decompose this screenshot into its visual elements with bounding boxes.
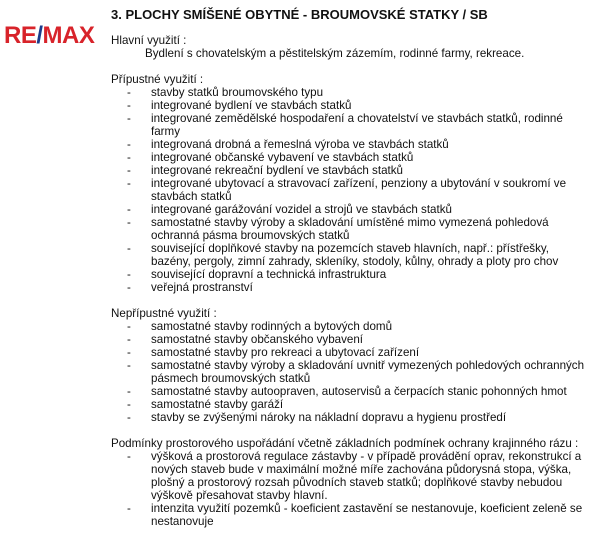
prohibited-use-list — [111, 320, 589, 424]
list-item-text: související dopravní a technická infrastruktura — [151, 268, 387, 281]
list-item — [111, 216, 589, 242]
list-item-text: samostatné stavby občanského vybavení — [151, 333, 364, 346]
bullet-dash: - — [127, 333, 131, 346]
main-use-text: Bydlení s chovatelským a pěstitelským zázemím, rodinné farmy, rekreace. — [145, 47, 525, 60]
prohibited-use-label: Nepřípustné využití : — [111, 307, 217, 320]
bullet-dash: - — [127, 411, 131, 424]
logo-text-re: RE — [4, 22, 37, 49]
list-item-text: výšková a prostorová regulace zástavby - v případě provádění oprav, rekonstrukcí a nových staveb bude v maximální možné míře zachována půdorysná stopa, výška, plošný a prostorový rozsah původních staveb statků; doplňkové stavby nebudou výškově přesahovat stavby hlavní. — [151, 450, 582, 502]
list-item-text: stavby se zvýšenými nároky na nákladní dopravu a hygienu prostředí — [151, 411, 507, 424]
logo-text-max: MAX — [42, 22, 95, 49]
list-item-text: integrované rekreační bydlení ve stavbách statků — [151, 164, 403, 177]
bullet-dash: - — [127, 502, 131, 515]
list-item-text: samostatné stavby garáží — [151, 398, 284, 411]
list-item-text: integrované ubytovací a stravovací zařízení, penziony a ubytování v soukromí ve stavbách statků — [151, 177, 567, 203]
bullet-dash: - — [127, 177, 131, 190]
bullet-dash: - — [127, 112, 131, 125]
list-item — [111, 268, 589, 281]
bullet-dash: - — [127, 450, 131, 463]
list-item — [111, 385, 589, 398]
list-item-text: integrované garážování vozidel a strojů ve stavbách statků — [151, 203, 452, 216]
permitted-use-list — [111, 86, 589, 294]
list-item — [111, 359, 589, 385]
document-body — [111, 34, 589, 541]
list-item-text: integrovaná drobná a řemeslná výroba ve stavbách statků — [151, 138, 449, 151]
list-item-text: související doplňkové stavby na pozemcích staveb hlavních, např.: přístřešky, bazény, pergoly, zimní zahrady, skleníky, stodoly, kůlny, ohrady a ploty pro chov — [151, 242, 559, 268]
list-item — [111, 242, 589, 268]
list-item — [111, 86, 589, 99]
list-item-text: integrované bydlení ve stavbách statků — [151, 99, 352, 112]
bullet-dash: - — [127, 385, 131, 398]
list-item — [111, 138, 589, 151]
list-item-text: integrované občanské vybavení ve stavbách statků — [151, 151, 414, 164]
list-item — [111, 502, 589, 528]
bullet-dash: - — [127, 99, 131, 112]
bullet-dash: - — [127, 398, 131, 411]
list-item — [111, 151, 589, 164]
list-item — [111, 281, 589, 294]
list-item — [111, 112, 589, 138]
bullet-dash: - — [127, 359, 131, 372]
spatial-conditions-list — [111, 450, 589, 528]
permitted-use-section — [111, 73, 589, 294]
bullet-dash: - — [127, 216, 131, 229]
list-item-text: intenzita využití pozemků - koeficient zastavění se nestanovuje, koeficient zeleně se nestanovuje — [151, 502, 583, 528]
list-item — [111, 177, 589, 203]
list-item-text: samostatné stavby výroby a skladování umístěné mimo vymezená pohledová ochranná pásma broumovských statků — [151, 216, 549, 242]
list-item-text: samostatné stavby autoopraven, autoservisů a čerpacích stanic pohonných hmot — [151, 385, 567, 398]
permitted-use-label: Přípustné využití : — [111, 73, 204, 86]
bullet-dash: - — [127, 138, 131, 151]
bullet-dash: - — [127, 242, 131, 255]
list-item-text: veřejná prostranství — [151, 281, 253, 294]
list-item — [111, 333, 589, 346]
bullet-dash: - — [127, 320, 131, 333]
bullet-dash: - — [127, 203, 131, 216]
bullet-dash: - — [127, 268, 131, 281]
list-item — [111, 320, 589, 333]
document-heading: 3. PLOCHY SMÍŠENÉ OBYTNÉ - BROUMOVSKÉ STATKY / SB — [111, 7, 488, 22]
bullet-dash: - — [127, 86, 131, 99]
list-item-text: integrované zemědělské hospodaření a chovatelství ve stavbách statků, rodinné farmy — [151, 112, 563, 138]
bullet-dash: - — [127, 281, 131, 294]
main-use-section — [111, 34, 589, 60]
spatial-conditions-section — [111, 437, 589, 528]
bullet-dash: - — [127, 151, 131, 164]
list-item-text: samostatné stavby pro rekreaci a ubytovací zařízení — [151, 346, 420, 359]
bullet-dash: - — [127, 346, 131, 359]
logo-slash: / — [36, 22, 43, 49]
list-item — [111, 450, 589, 502]
spatial-conditions-label: Podmínky prostorového uspořádání včetně základních podmínek ochrany krajinného rázu : — [111, 437, 579, 450]
remax-logo — [4, 24, 94, 48]
prohibited-use-section — [111, 307, 589, 424]
list-item — [111, 346, 589, 359]
list-item-text: samostatné stavby rodinných a bytových domů — [151, 320, 393, 333]
list-item-text: stavby statků broumovského typu — [151, 86, 324, 99]
list-item — [111, 164, 589, 177]
main-use-label: Hlavní využití : — [111, 34, 187, 47]
list-item — [111, 411, 589, 424]
list-item — [111, 398, 589, 411]
bullet-dash: - — [127, 164, 131, 177]
list-item — [111, 203, 589, 216]
list-item — [111, 99, 589, 112]
list-item-text: samostatné stavby výroby a skladování uvnitř vymezených pohledových ochranných pásmech broumovských statků — [151, 359, 585, 385]
